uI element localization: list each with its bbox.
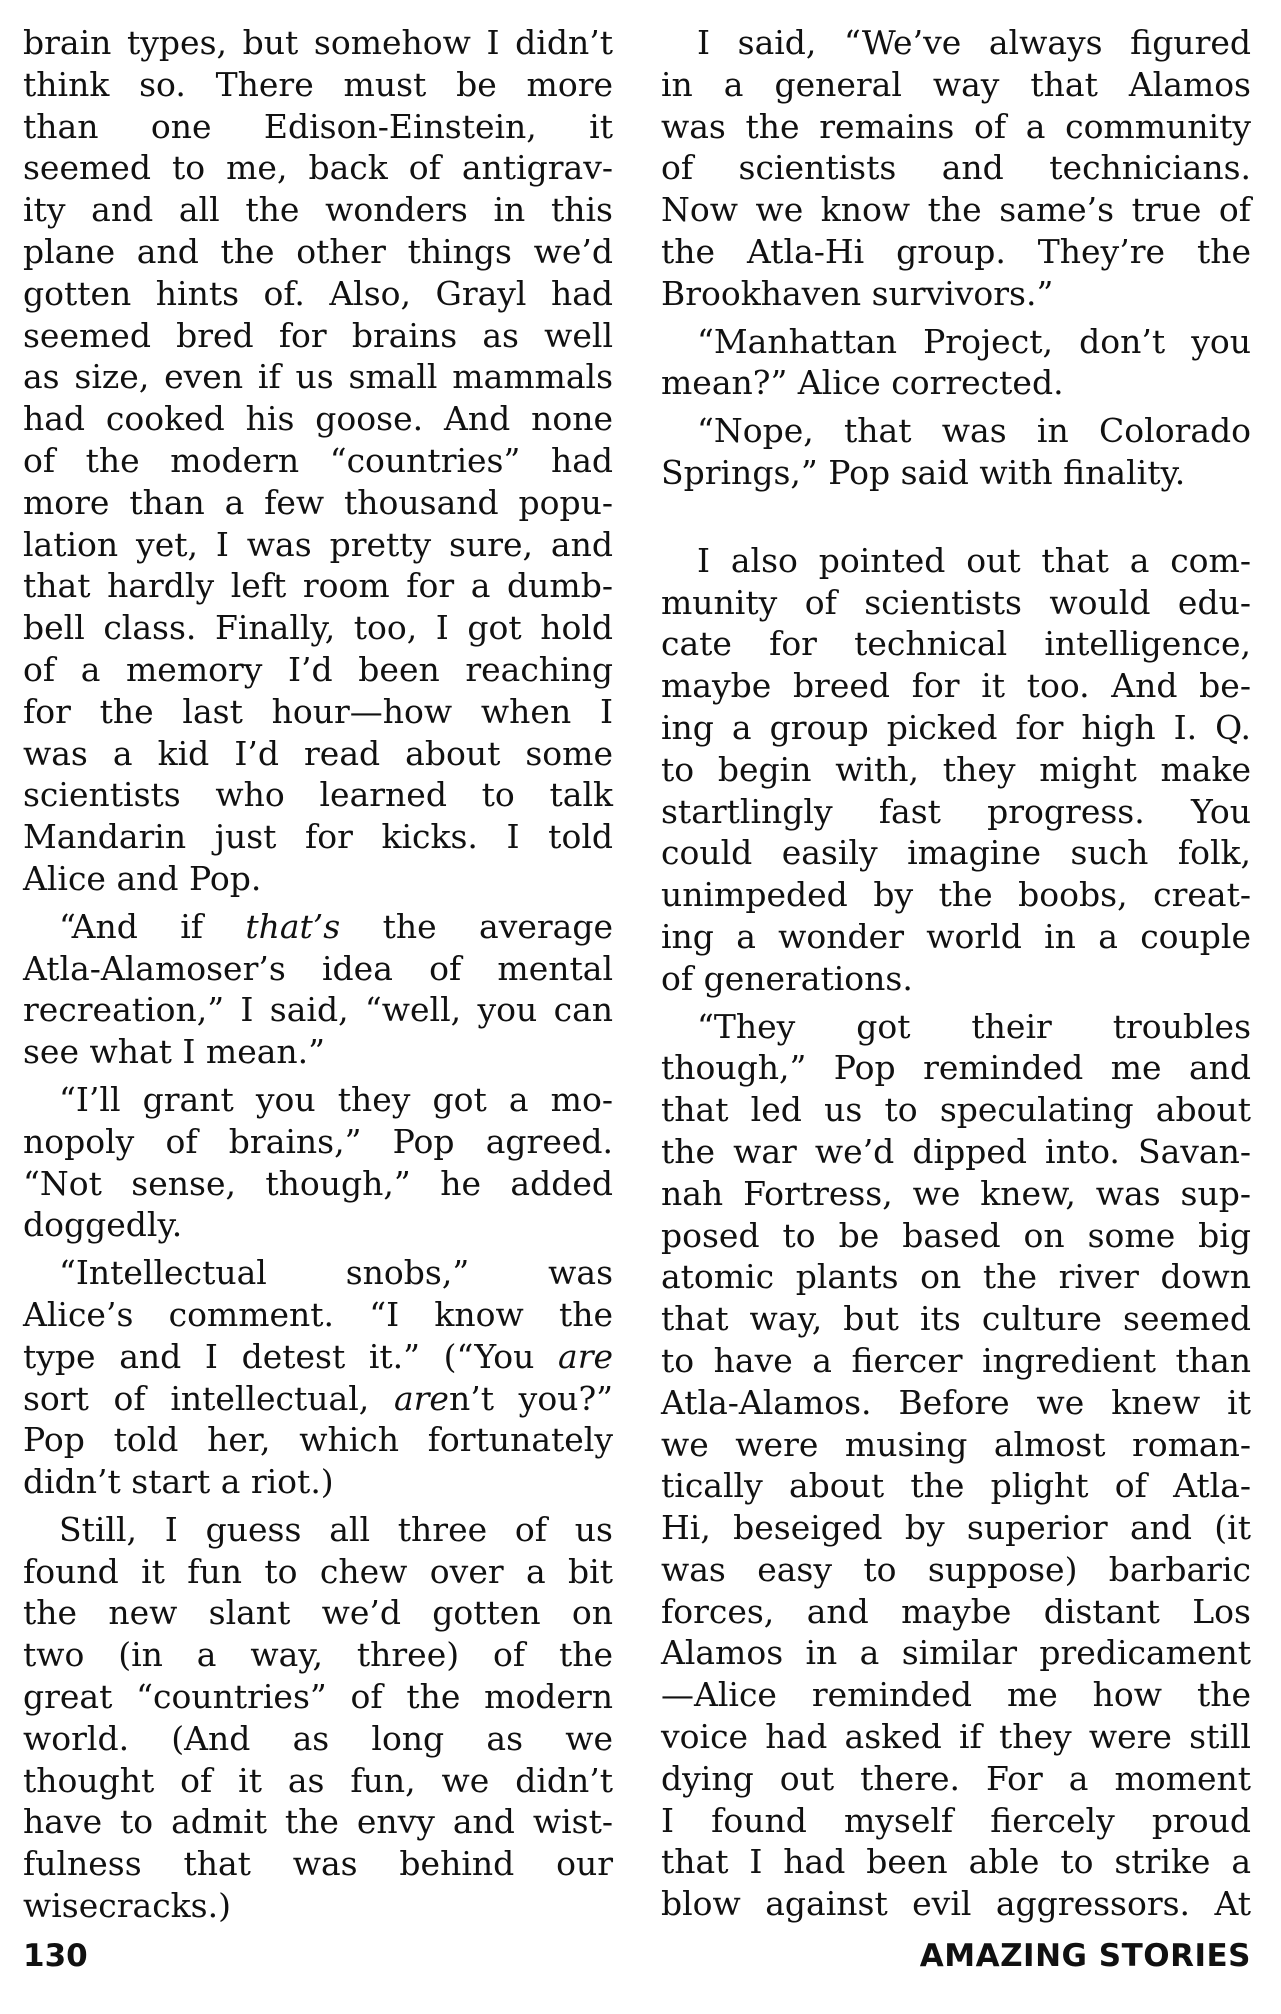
page-footer	[23, 1938, 1251, 1982]
text-line: that led us to speculating about	[661, 1090, 1251, 1130]
text-line: “Not sense, though,” he added	[23, 1163, 613, 1203]
text-line: I found myself fiercely proud	[661, 1800, 1251, 1840]
text-line: munity of scientists would edu-	[661, 582, 1251, 622]
paragraph-p7	[661, 321, 1251, 405]
text-line: seemed bred for brains as well	[23, 315, 613, 355]
text-line: doggedly.	[23, 1205, 183, 1245]
text-line: of the modern “countries” had	[23, 440, 613, 480]
text-line: Springs,” Pop said with finality.	[661, 452, 1186, 492]
text-line: Atla-Alamos. Before we knew it	[661, 1382, 1251, 1422]
paragraph-p4	[23, 1252, 613, 1503]
text-line: had cooked his goose. And none	[23, 399, 613, 439]
text-line: I also pointed out that a com-	[697, 540, 1251, 580]
text-line: ing a group picked for high I. Q.	[661, 707, 1251, 747]
text-line: found it fun to chew over a bit	[23, 1551, 613, 1591]
text-line: mean?” Alice corrected.	[661, 363, 1064, 403]
right-text-column	[661, 22, 1251, 1925]
text-line: scientists who learned to talk	[23, 775, 613, 815]
text-line: of a memory I’d been reaching	[23, 649, 613, 689]
text-line: in a general way that Alamos	[661, 64, 1251, 104]
text-line: for the last hour—how when I	[23, 691, 613, 731]
text-line: Now we know the same’s true of	[661, 190, 1251, 230]
paragraph-p10	[661, 1006, 1251, 1926]
text-line: the Atla-Hi group. They’re the	[661, 231, 1251, 271]
text-line: two (in a way, three) of the	[23, 1635, 613, 1675]
text-line: more than a few thousand popu-	[23, 482, 613, 522]
text-line: cate for technical intelligence,	[661, 624, 1251, 664]
paragraph-p9	[661, 540, 1251, 1000]
text-line: than one Edison-Einstein, it	[23, 106, 613, 146]
text-line: could easily imagine such folk,	[661, 833, 1251, 873]
text-line: —Alice reminded me how the	[661, 1675, 1251, 1715]
text-line: see what I mean.”	[23, 1032, 326, 1072]
page-number: 130	[23, 1938, 88, 1974]
text-line: sort of intellectual, aren’t you?”	[23, 1378, 614, 1418]
text-line: that hardly left room for a dumb-	[23, 566, 613, 606]
text-line: ing a wonder world in a couple	[661, 916, 1251, 956]
text-line: ity and all the wonders in this	[23, 190, 613, 230]
text-line: posed to be based on some big	[661, 1215, 1251, 1255]
text-line: Brookhaven survivors.”	[661, 273, 1054, 313]
text-line: the war we’d dipped into. Savan-	[661, 1131, 1251, 1171]
text-line: great “countries” of the modern	[23, 1677, 613, 1717]
text-line: “They got their troubles	[697, 1006, 1251, 1046]
text-line: Mandarin just for kicks. I told	[23, 817, 613, 857]
text-line: “And if that’s the average	[59, 906, 613, 946]
text-line: lation yet, I was pretty sure, and	[23, 524, 613, 564]
text-line: nah Fortress, we knew, was sup-	[661, 1173, 1251, 1213]
paragraph-p8	[661, 410, 1251, 494]
text-line: bell class. Finally, too, I got hold	[23, 608, 613, 648]
text-line: fulness that was behind our	[23, 1844, 613, 1884]
text-line: “Nope, that was in Colorado	[697, 411, 1251, 451]
text-line: that way, but its culture seemed	[661, 1299, 1251, 1339]
paragraph-p3	[23, 1079, 613, 1246]
text-line: nopoly of brains,” Pop agreed.	[23, 1121, 613, 1161]
text-line: didn’t start a riot.)	[23, 1462, 334, 1502]
text-line: though,” Pop reminded me and	[661, 1048, 1251, 1088]
text-line: that I had been able to strike a	[661, 1842, 1251, 1882]
text-line: tically about the plight of Atla-	[661, 1466, 1251, 1506]
paragraph-p5	[23, 1509, 613, 1927]
text-line: was the remains of a community	[661, 106, 1251, 146]
running-title: AMAZING STORIES	[919, 1938, 1251, 1974]
text-line: think so. There must be more	[23, 64, 613, 104]
text-line: type and I detest it.” (“You are	[23, 1336, 613, 1376]
text-line: Still, I guess all three of us	[59, 1509, 613, 1549]
text-line: unimpeded by the boobs, creat-	[661, 875, 1251, 915]
text-line: have to admit the envy and wist-	[23, 1802, 613, 1842]
text-line: Alice’s comment. “I know the	[23, 1294, 613, 1334]
text-line: plane and the other things we’d	[23, 231, 613, 271]
text-line: gotten hints of. Also, Grayl had	[23, 273, 613, 313]
text-line: to begin with, they might make	[661, 749, 1251, 789]
text-line: was easy to suppose) barbaric	[661, 1549, 1251, 1589]
paragraph-p2	[23, 906, 613, 1073]
text-line: brain types, but somehow I didn’t	[23, 23, 613, 62]
text-line: maybe breed for it too. And be-	[661, 666, 1251, 706]
text-line: world. (And as long as we	[23, 1718, 613, 1758]
left-text-column	[23, 22, 613, 1927]
text-line: “Intellectual snobs,” was	[59, 1253, 613, 1293]
text-line: Pop told her, which fortunately	[23, 1420, 613, 1460]
text-line: “Manhattan Project, don’t you	[697, 321, 1251, 361]
text-line: seemed to me, back of antigrav-	[23, 148, 613, 188]
text-line: atomic plants on the river down	[661, 1257, 1251, 1297]
text-line: Hi, beseiged by superior and (it	[661, 1508, 1251, 1548]
paragraph-p1	[23, 22, 613, 900]
text-line: Alamos in a similar predicament	[661, 1633, 1251, 1673]
text-line: “I’ll grant you they got a mo-	[59, 1079, 613, 1119]
text-line: forces, and maybe distant Los	[661, 1591, 1251, 1631]
text-line: blow against evil aggressors. At	[661, 1884, 1251, 1924]
text-line: Alice and Pop.	[23, 858, 262, 898]
text-line: dying out there. For a moment	[661, 1758, 1251, 1798]
text-line: thought of it as fun, we didn’t	[23, 1760, 613, 1800]
text-line: startlingly fast progress. You	[661, 791, 1251, 831]
text-line: of generations.	[661, 958, 913, 998]
paragraph-p6	[661, 22, 1251, 315]
text-line: of scientists and technicians.	[661, 148, 1251, 188]
text-line: the new slant we’d gotten on	[23, 1593, 613, 1633]
text-line: wisecracks.)	[23, 1886, 231, 1926]
text-line: we were musing almost roman-	[661, 1424, 1251, 1464]
text-line: was a kid I’d read about some	[23, 733, 613, 773]
text-line: recreation,” I said, “well, you can	[23, 990, 613, 1030]
text-line: as size, even if us small mammals	[23, 357, 613, 397]
text-line: Atla-Alamoser’s idea of mental	[23, 948, 613, 988]
text-line: voice had asked if they were still	[661, 1717, 1251, 1757]
text-line: to have a fiercer ingredient than	[661, 1340, 1251, 1380]
text-line: I said, “We’ve always figured	[697, 23, 1251, 62]
